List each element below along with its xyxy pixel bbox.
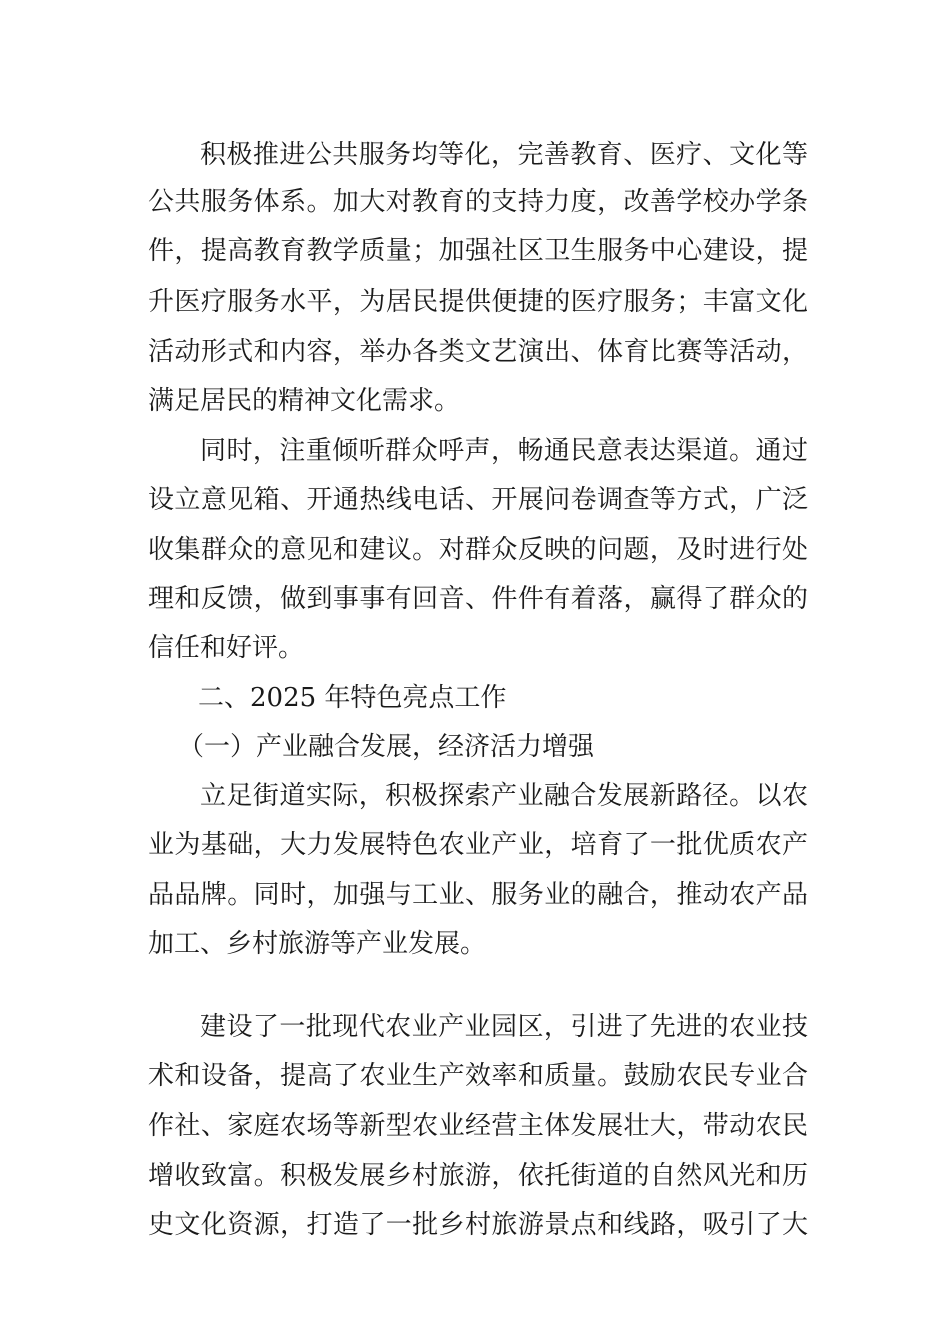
section-heading: 二、2025 年特色亮点工作 (198, 683, 507, 713)
paragraph-line: 公共服务体系。加大对教育的支持力度，改善学校办学条 (148, 187, 808, 217)
paragraph-line: 理和反馈，做到事事有回音、件件有着落，赢得了群众的 (148, 584, 808, 614)
paragraph-line: 术和设备，提高了农业生产效率和质量。鼓励农民专业合 (148, 1061, 808, 1091)
sub-heading: （一）产业融合发展，经济活力增强 (178, 732, 595, 762)
paragraph-line: 增收致富。积极发展乡村旅游，依托街道的自然风光和历 (148, 1161, 808, 1191)
paragraph-line: 升医疗服务水平，为居民提供便捷的医疗服务；丰富文化 (148, 287, 808, 317)
paragraph-line: 业为基础，大力发展特色农业产业，培育了一批优质农产 (148, 830, 808, 860)
paragraph-line: 信任和好评。 (148, 633, 305, 663)
paragraph-line: 加工、乡村旅游等产业发展。 (148, 929, 487, 959)
paragraph-line: 同时，注重倾听群众呼声，畅通民意表达渠道。通过 (200, 436, 808, 466)
paragraph-line: 活动形式和内容，举办各类文艺演出、体育比赛等活动， (148, 337, 808, 367)
paragraph-line: 立足街道实际，积极探索产业融合发展新路径。以农 (200, 781, 808, 811)
paragraph-line: 设立意见箱、开通热线电话、开展问卷调查等方式，广泛 (148, 485, 808, 515)
paragraph-line: 建设了一批现代农业产业园区，引进了先进的农业技 (200, 1012, 808, 1042)
paragraph-line: 满足居民的精神文化需求。 (148, 386, 461, 416)
paragraph-line: 收集群众的意见和建议。对群众反映的问题，及时进行处 (148, 535, 808, 565)
paragraph-line: 史文化资源，打造了一批乡村旅游景点和线路，吸引了大 (148, 1210, 808, 1240)
paragraph-line: 件，提高教育教学质量；加强社区卫生服务中心建设，提 (148, 236, 808, 266)
paragraph-line: 积极推进公共服务均等化，完善教育、医疗、文化等 (200, 140, 808, 170)
paragraph-line: 品品牌。同时，加强与工业、服务业的融合，推动农产品 (148, 880, 808, 910)
paragraph-line: 作社、家庭农场等新型农业经营主体发展壮大，带动农民 (148, 1111, 808, 1141)
